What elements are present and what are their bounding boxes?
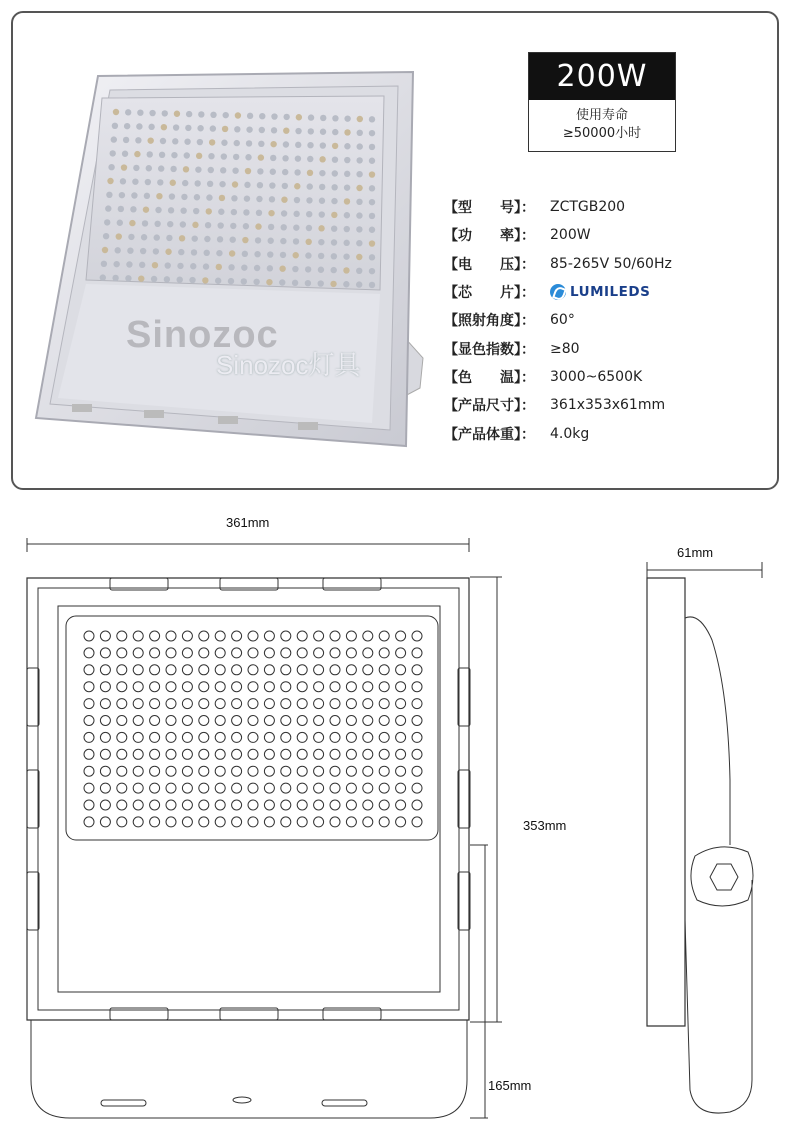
dim-height: 353mm xyxy=(523,818,567,833)
led-dot xyxy=(412,716,422,726)
led-dot xyxy=(281,665,291,675)
led-dot xyxy=(150,631,160,641)
led-dot xyxy=(363,817,373,827)
led-dot xyxy=(182,699,192,709)
led-dot xyxy=(264,783,274,793)
led-dot xyxy=(84,817,94,827)
led-dot xyxy=(248,716,258,726)
led-dot xyxy=(166,817,176,827)
led-dot xyxy=(396,699,406,709)
led-dot xyxy=(215,732,225,742)
led-dot xyxy=(100,699,110,709)
led-dot xyxy=(346,682,356,692)
led-dot xyxy=(150,783,160,793)
led-dot xyxy=(330,732,340,742)
led-dot xyxy=(100,716,110,726)
led-dot xyxy=(182,631,192,641)
led-dot xyxy=(346,648,356,658)
chip-brand: LUMILEDS xyxy=(570,284,651,301)
led-dot xyxy=(363,716,373,726)
led-dot xyxy=(100,682,110,692)
led-dot xyxy=(166,699,176,709)
led-dot xyxy=(182,766,192,776)
led-dot xyxy=(199,648,209,658)
led-dot xyxy=(412,783,422,793)
led-dot xyxy=(396,800,406,810)
led-dot xyxy=(248,783,258,793)
led-dot xyxy=(248,631,258,641)
led-dot xyxy=(264,631,274,641)
watermark-secondary: Sinozoc灯具 xyxy=(216,350,361,380)
led-dot xyxy=(150,682,160,692)
led-dot xyxy=(396,648,406,658)
led-dot xyxy=(281,732,291,742)
led-dot xyxy=(330,817,340,827)
led-dot xyxy=(363,749,373,759)
led-dot xyxy=(215,783,225,793)
led-dot xyxy=(166,648,176,658)
led-dot xyxy=(133,766,143,776)
led-dot xyxy=(379,699,389,709)
led-dot xyxy=(215,665,225,675)
led-dot xyxy=(84,732,94,742)
watermark-main: Sinozoc xyxy=(126,314,279,356)
led-dot xyxy=(199,699,209,709)
led-dot xyxy=(281,800,291,810)
led-dot xyxy=(412,631,422,641)
led-dot xyxy=(346,766,356,776)
led-dot xyxy=(281,699,291,709)
led-dot xyxy=(166,749,176,759)
led-dot xyxy=(84,766,94,776)
spec-row-model: 【型 号】： ZCTGB200 xyxy=(444,199,626,217)
led-dot xyxy=(396,732,406,742)
led-dot xyxy=(379,783,389,793)
led-dot xyxy=(215,631,225,641)
led-dot xyxy=(232,783,242,793)
led-dot xyxy=(232,817,242,827)
led-dot xyxy=(215,800,225,810)
led-dot xyxy=(412,800,422,810)
led-dot xyxy=(314,817,324,827)
led-dot xyxy=(100,749,110,759)
led-dot xyxy=(199,817,209,827)
led-dot xyxy=(297,749,307,759)
led-dot xyxy=(314,800,324,810)
led-dot xyxy=(199,665,209,675)
led-dot xyxy=(100,783,110,793)
led-dot xyxy=(346,665,356,675)
led-dot xyxy=(248,817,258,827)
led-dot xyxy=(297,665,307,675)
led-dot xyxy=(379,716,389,726)
led-dot xyxy=(199,800,209,810)
led-dot xyxy=(264,699,274,709)
led-dot xyxy=(232,682,242,692)
led-dot xyxy=(396,716,406,726)
led-dot xyxy=(117,699,127,709)
led-dot xyxy=(363,682,373,692)
led-dot xyxy=(133,800,143,810)
led-dot xyxy=(117,665,127,675)
led-dot xyxy=(248,682,258,692)
led-dot xyxy=(281,716,291,726)
led-dot xyxy=(248,665,258,675)
led-dot xyxy=(346,699,356,709)
led-dot xyxy=(84,631,94,641)
led-dot xyxy=(182,817,192,827)
led-dot xyxy=(412,699,422,709)
led-dot xyxy=(297,800,307,810)
led-dot-grid xyxy=(84,631,422,827)
led-dot xyxy=(314,682,324,692)
led-dot xyxy=(379,817,389,827)
led-dot xyxy=(281,648,291,658)
led-dot xyxy=(150,749,160,759)
led-dot xyxy=(297,766,307,776)
led-dot xyxy=(215,682,225,692)
led-dot xyxy=(314,766,324,776)
led-dot xyxy=(215,749,225,759)
led-dot xyxy=(84,682,94,692)
spec-row-cri: 【显色指数】： ≥80 xyxy=(444,340,580,358)
spec-row-voltage: 【电 压】： 85-265V 50/60Hz xyxy=(444,255,672,273)
led-dot xyxy=(166,783,176,793)
led-dot xyxy=(232,665,242,675)
led-dot xyxy=(215,766,225,776)
led-dot xyxy=(346,817,356,827)
led-dot xyxy=(330,749,340,759)
led-dot xyxy=(133,665,143,675)
led-dot xyxy=(297,732,307,742)
led-dot xyxy=(264,716,274,726)
led-dot xyxy=(248,648,258,658)
led-dot xyxy=(379,665,389,675)
led-dot xyxy=(182,800,192,810)
lifetime-label: 使用寿命 xyxy=(575,108,628,123)
led-dot xyxy=(150,716,160,726)
led-dot xyxy=(232,732,242,742)
led-dot xyxy=(182,749,192,759)
led-dot xyxy=(117,732,127,742)
led-dot xyxy=(199,766,209,776)
led-dot xyxy=(330,766,340,776)
led-dot xyxy=(150,665,160,675)
led-dot xyxy=(264,682,274,692)
led-dot xyxy=(84,665,94,675)
led-dot xyxy=(281,817,291,827)
led-dot xyxy=(133,716,143,726)
led-dot xyxy=(199,749,209,759)
led-dot xyxy=(133,682,143,692)
led-dot xyxy=(248,766,258,776)
lifetime-value: ≥50000小时 xyxy=(562,126,642,141)
spec-row-angle: 【照射角度】： 60° xyxy=(444,312,575,330)
led-dot xyxy=(133,749,143,759)
led-dot xyxy=(117,766,127,776)
led-dot xyxy=(412,732,422,742)
led-dot xyxy=(363,766,373,776)
led-dot xyxy=(379,800,389,810)
led-dot xyxy=(297,699,307,709)
led-dot xyxy=(232,699,242,709)
led-dot xyxy=(248,732,258,742)
led-dot xyxy=(182,665,192,675)
led-dot xyxy=(363,648,373,658)
led-dot xyxy=(232,766,242,776)
led-dot xyxy=(166,800,176,810)
led-dot xyxy=(297,631,307,641)
led-dot xyxy=(150,648,160,658)
led-dot xyxy=(133,631,143,641)
spec-row-chip: 【芯 片】： LUMILEDS xyxy=(444,284,651,302)
led-dot xyxy=(379,648,389,658)
led-dot xyxy=(396,665,406,675)
led-dot xyxy=(363,631,373,641)
led-dot xyxy=(166,716,176,726)
led-dot xyxy=(346,732,356,742)
led-dot xyxy=(215,817,225,827)
led-dot xyxy=(133,783,143,793)
led-dot xyxy=(182,716,192,726)
led-dot xyxy=(330,665,340,675)
led-dot xyxy=(314,783,324,793)
led-dot xyxy=(363,699,373,709)
led-dot xyxy=(100,631,110,641)
led-dot xyxy=(133,817,143,827)
led-dot xyxy=(215,699,225,709)
led-dot xyxy=(199,682,209,692)
led-dot xyxy=(314,699,324,709)
led-dot xyxy=(314,631,324,641)
led-dot xyxy=(412,682,422,692)
led-dot xyxy=(84,800,94,810)
led-dot xyxy=(314,716,324,726)
led-dot xyxy=(117,631,127,641)
led-dot xyxy=(396,817,406,827)
led-dot xyxy=(379,766,389,776)
led-dot xyxy=(396,631,406,641)
led-dot xyxy=(396,749,406,759)
led-dot xyxy=(281,682,291,692)
led-dot xyxy=(182,783,192,793)
led-dot xyxy=(281,783,291,793)
led-dot xyxy=(264,665,274,675)
led-dot xyxy=(100,665,110,675)
led-dot xyxy=(182,732,192,742)
led-dot xyxy=(100,648,110,658)
led-dot xyxy=(150,699,160,709)
led-dot xyxy=(100,732,110,742)
led-dot xyxy=(330,800,340,810)
led-dot xyxy=(232,716,242,726)
led-dot xyxy=(396,766,406,776)
led-dot xyxy=(117,749,127,759)
led-dot xyxy=(100,800,110,810)
led-dot xyxy=(363,783,373,793)
led-dot xyxy=(346,631,356,641)
led-dot xyxy=(379,749,389,759)
led-dot xyxy=(346,783,356,793)
led-dot xyxy=(412,766,422,776)
led-dot xyxy=(84,783,94,793)
led-dot xyxy=(232,800,242,810)
spec-row-size: 【产品尺寸】： 361x353x61mm xyxy=(444,397,666,415)
led-dot xyxy=(264,749,274,759)
led-dot xyxy=(363,800,373,810)
led-dot xyxy=(182,682,192,692)
led-dot xyxy=(117,800,127,810)
led-dot xyxy=(117,682,127,692)
led-dot xyxy=(379,732,389,742)
led-dot xyxy=(264,648,274,658)
led-dot xyxy=(232,631,242,641)
led-dot xyxy=(379,682,389,692)
power-label: 200W xyxy=(529,53,675,100)
led-dot xyxy=(412,817,422,827)
led-dot xyxy=(297,682,307,692)
dim-lower: 165mm xyxy=(488,1078,532,1093)
led-dot xyxy=(248,749,258,759)
led-dot xyxy=(150,817,160,827)
led-dot xyxy=(133,732,143,742)
led-dot xyxy=(117,783,127,793)
led-dot xyxy=(346,800,356,810)
led-dot xyxy=(248,699,258,709)
led-dot xyxy=(84,716,94,726)
led-dot xyxy=(264,732,274,742)
led-dot xyxy=(150,766,160,776)
led-dot xyxy=(314,665,324,675)
dim-depth: 61mm xyxy=(677,545,714,560)
led-dot xyxy=(84,648,94,658)
led-dot xyxy=(297,817,307,827)
led-dot xyxy=(199,716,209,726)
led-dot xyxy=(330,699,340,709)
led-dot xyxy=(133,648,143,658)
led-dot xyxy=(166,631,176,641)
led-dot xyxy=(314,648,324,658)
led-dot xyxy=(264,766,274,776)
led-dot xyxy=(264,800,274,810)
led-dot xyxy=(363,732,373,742)
led-dot xyxy=(281,631,291,641)
led-dot xyxy=(182,648,192,658)
led-dot xyxy=(215,716,225,726)
led-dot xyxy=(314,749,324,759)
led-dot xyxy=(100,817,110,827)
led-dot xyxy=(166,665,176,675)
led-dot xyxy=(232,648,242,658)
led-dot xyxy=(379,631,389,641)
led-dot xyxy=(281,749,291,759)
led-dot xyxy=(330,648,340,658)
spec-row-power: 【功 率】： 200W xyxy=(444,227,591,245)
led-dot xyxy=(363,665,373,675)
led-dot xyxy=(297,783,307,793)
led-dot xyxy=(412,749,422,759)
led-dot xyxy=(314,732,324,742)
led-dot xyxy=(166,766,176,776)
led-dot xyxy=(117,716,127,726)
led-dot xyxy=(84,749,94,759)
led-dot xyxy=(232,749,242,759)
led-dot xyxy=(166,732,176,742)
led-dot xyxy=(396,783,406,793)
dim-width: 361mm xyxy=(226,515,270,530)
led-dot xyxy=(264,817,274,827)
led-dot xyxy=(330,716,340,726)
led-dot xyxy=(100,766,110,776)
led-dot xyxy=(346,749,356,759)
led-dot xyxy=(84,699,94,709)
led-dot xyxy=(330,783,340,793)
led-dot xyxy=(297,716,307,726)
spec-row-cct: 【色 温】： 3000~6500K xyxy=(444,368,643,386)
led-dot xyxy=(248,800,258,810)
led-dot xyxy=(330,631,340,641)
led-dot xyxy=(199,631,209,641)
led-dot xyxy=(215,648,225,658)
led-dot xyxy=(150,800,160,810)
spec-row-weight: 【产品体重】： 4.0kg xyxy=(444,425,590,443)
led-dot xyxy=(199,783,209,793)
led-dot xyxy=(346,716,356,726)
led-dot xyxy=(199,732,209,742)
led-dot xyxy=(281,766,291,776)
led-dot xyxy=(166,682,176,692)
led-dot xyxy=(150,732,160,742)
led-dot xyxy=(133,699,143,709)
led-dot xyxy=(412,665,422,675)
led-dot xyxy=(412,648,422,658)
led-dot xyxy=(396,682,406,692)
led-dot xyxy=(117,817,127,827)
led-dot xyxy=(117,648,127,658)
led-dot xyxy=(297,648,307,658)
led-dot xyxy=(330,682,340,692)
